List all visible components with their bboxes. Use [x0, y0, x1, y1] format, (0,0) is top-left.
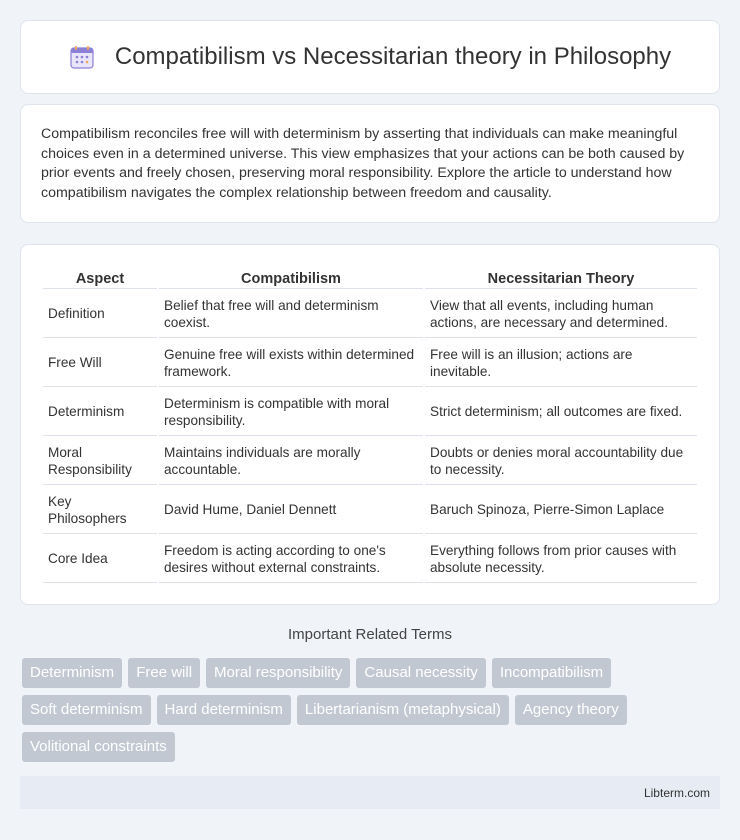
tag-incompatibilism[interactable]: Incompatibilism [492, 658, 611, 688]
tag-volitional-constraints[interactable]: Volitional constraints [22, 732, 175, 762]
footer-site-link[interactable]: Libterm.com [643, 785, 710, 800]
related-terms-title: Important Related Terms [288, 626, 452, 643]
header-aspect: Aspect [43, 269, 157, 289]
header-compatibilism: Compatibilism [159, 269, 423, 289]
table-card [20, 244, 720, 605]
row-necessitarian: Doubts or denies moral accountability due to necessity. [425, 438, 697, 485]
row-compatibilism: Genuine free will exists within determined framework. [159, 340, 423, 387]
tag-soft-determinism[interactable]: Soft determinism [22, 695, 151, 725]
footer [20, 776, 720, 809]
tag-causal-necessity[interactable]: Causal necessity [356, 658, 485, 688]
related-terms-list [22, 658, 722, 762]
row-aspect: Free Will [43, 340, 157, 387]
title-wrap [69, 43, 671, 71]
row-aspect: Moral Responsibility [43, 438, 157, 485]
calendar-grid-icon [69, 44, 95, 70]
row-necessitarian: Everything follows from prior causes with absolute necessity. [425, 536, 697, 583]
page-title: Compatibilism vs Necessitarian theory in Philosophy [114, 43, 672, 70]
tag-determinism[interactable]: Determinism [22, 658, 122, 688]
table-header-row [43, 269, 697, 289]
table-row [43, 536, 697, 583]
table-row [43, 291, 697, 338]
row-compatibilism: Determinism is compatible with moral responsibility. [159, 389, 423, 436]
row-necessitarian: View that all events, including human actions, are necessary and determined. [425, 291, 697, 338]
row-aspect: Core Idea [43, 536, 157, 583]
tag-moral-responsibility[interactable]: Moral responsibility [206, 658, 350, 688]
row-aspect: Key Philosophers [43, 487, 157, 534]
intro-text: Compatibilism reconciles free will with determinism by asserting that individuals can make meaningful choices even in a determined universe. This view emphasizes that your actions can be both caused by prior events and freely chosen, preserving moral responsibility. Explore the article to understand how compatibilism navigates the complex relationship between freedom and causality. [41, 126, 685, 201]
table-row [43, 487, 697, 534]
tag-agency-theory[interactable]: Agency theory [515, 695, 627, 725]
title-card [20, 20, 720, 94]
table-row [43, 340, 697, 387]
tag-free-will[interactable]: Free will [128, 658, 200, 688]
row-compatibilism: Freedom is acting according to one's desires without external constraints. [159, 536, 423, 583]
row-compatibilism: Maintains individuals are morally accountable. [159, 438, 423, 485]
intro-card [20, 104, 720, 223]
table-row [43, 438, 697, 485]
row-compatibilism: David Hume, Daniel Dennett [159, 487, 423, 534]
row-aspect: Definition [43, 291, 157, 338]
row-aspect: Determinism [43, 389, 157, 436]
table-row [43, 389, 697, 436]
row-necessitarian: Free will is an illusion; actions are inevitable. [425, 340, 697, 387]
row-necessitarian: Strict determinism; all outcomes are fixed. [425, 389, 697, 436]
tag-libertarianism[interactable]: Libertarianism (metaphysical) [297, 695, 509, 725]
header-necessitarian: Necessitarian Theory [425, 269, 697, 289]
row-necessitarian: Baruch Spinoza, Pierre-Simon Laplace [425, 487, 697, 534]
row-compatibilism: Belief that free will and determinism coexist. [159, 291, 423, 338]
tag-hard-determinism[interactable]: Hard determinism [157, 695, 291, 725]
comparison-table [41, 267, 699, 585]
